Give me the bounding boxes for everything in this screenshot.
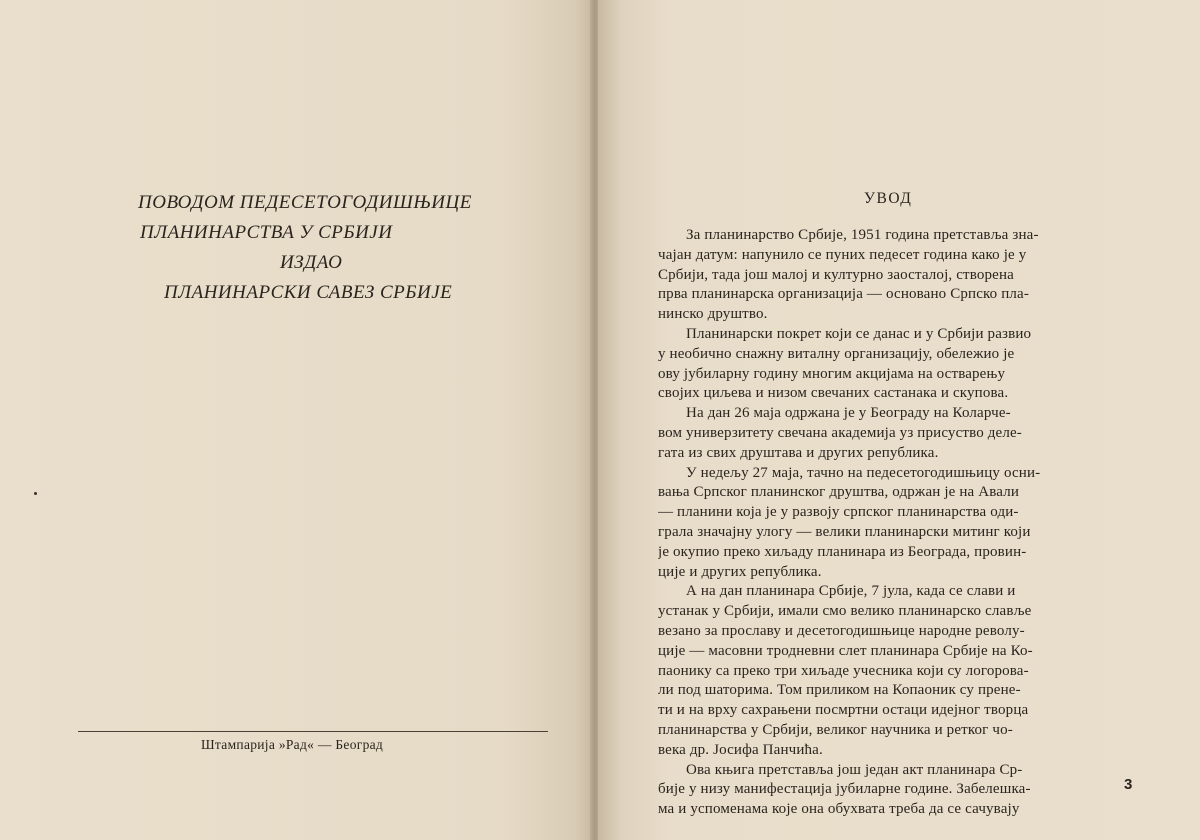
body-line: планинарства у Србији, великог научника и ретког чо- (658, 721, 1013, 738)
body-line: устанак у Србији, имали смо велико планинарско славље (658, 603, 1032, 620)
body-line: На дан 26 маја одржана је у Београду на Коларче- (686, 405, 1011, 422)
dedication-block (120, 188, 500, 308)
dedication-line: ИЗДАО (280, 252, 343, 273)
printer-imprint: Штампарија »Рад« — Београд (201, 737, 384, 752)
body-line: нинско друштво. (658, 306, 768, 323)
body-line: — планини која је у развоју српског планинарства оди- (658, 504, 1019, 521)
page-number: 3 (1124, 776, 1133, 793)
body-line: ли под шаторима. Том приликом на Копаоник су прене- (658, 682, 1021, 699)
body-line: је окупио преко хиљаду планинара из Београда, провин- (658, 543, 1027, 560)
body-line: века др. Јосифа Панчића. (658, 741, 823, 758)
body-line: бије у низу манифестација јубиларне године. Забелешка- (658, 781, 1031, 798)
body-line: вом универзитету свечана академија уз присуство деле- (658, 424, 1022, 441)
body-line: ову јубиларну годину многим акцијама на остварењу (658, 365, 1006, 382)
body-line: А на дан планинара Србије, 7 јула, када се слави и (686, 583, 1016, 600)
body-line: грала значајну улогу — велики планинарски митинг који (658, 523, 1031, 540)
paper-speck (34, 492, 37, 495)
body-line: у необично снажну виталну организацију, обележио је (658, 345, 1015, 362)
dedication-line: ПЛАНИНАРСТВА У СРБИЈИ (140, 222, 393, 243)
body-line: ције — масовни тродневни слет планинара Србије на Ко- (658, 642, 1033, 659)
body-line: Планинарски покрет који се данас и у Србији развио (686, 325, 1032, 342)
body-text (658, 226, 1128, 820)
footer-rule (78, 731, 548, 732)
section-heading: УВОД (864, 190, 913, 207)
dedication-line: ПЛАНИНАРСКИ САВЕЗ СРБИЈЕ (164, 282, 453, 303)
body-line: У недељу 27 маја, тачно на педесетогодишњицу осни- (686, 464, 1041, 481)
left-page (0, 0, 592, 840)
body-line: везано за прославу и десетогодишњице народне револу- (658, 622, 1025, 639)
body-line: чајан датум: напунило се пуних педесет година како је у (658, 246, 1027, 263)
body-line: ти и на врху сахрањени посмртни остаци идејног творца (658, 702, 1029, 719)
body-line: Србији, тада још малој и културно заосталој, створена (658, 266, 1014, 283)
body-line: својих циљева и низом свечаних састанака и скупова. (658, 385, 1009, 402)
body-line: паонику са преко три хиљаде учесника који су логорова- (658, 662, 1029, 679)
body-line: гата из свих друштава и других република. (658, 444, 939, 461)
dedication-line: ПОВОДОМ ПЕДЕСЕТОГОДИШЊИЦЕ (138, 192, 472, 213)
body-line: ције и других република. (658, 563, 822, 580)
body-line: Ова књига претставља још један акт планинара Ср- (686, 761, 1023, 778)
body-line: вања Српског планинског друштва, одржан је на Авали (658, 484, 1020, 501)
body-line: За планинарство Србије, 1951 година претставља зна- (686, 227, 1039, 243)
body-line: прва планинарска организација — основано Српско пла- (658, 286, 1029, 303)
body-line: ма и успоменама које она обухвата треба да се сачувају (658, 801, 1020, 818)
